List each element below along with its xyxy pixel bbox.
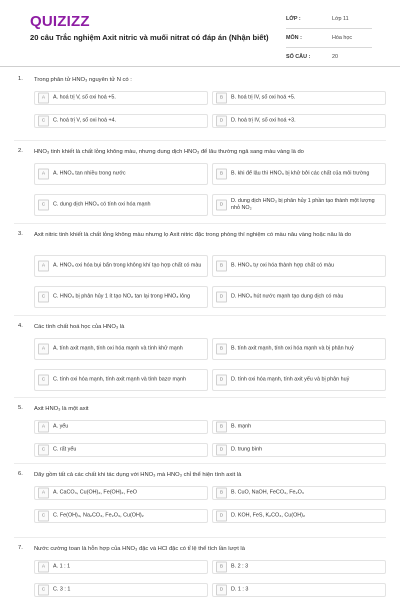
- answer-option-b[interactable]: [212, 560, 386, 574]
- option-letter-box: A: [38, 562, 49, 573]
- answer-option-c[interactable]: [34, 509, 208, 523]
- option-text: A. CaCO₃, Cu(OH)₂, Fe(OH)₂, FeO: [53, 489, 137, 496]
- option-letter-box: D: [216, 375, 227, 386]
- meta-row-subject: [286, 31, 372, 48]
- meta-value: Hóa học: [332, 35, 353, 41]
- option-letter-box: C: [38, 511, 49, 522]
- option-text: C. HNO₃ bị phân hủy 1 ít tạo NO₂ tan lại trong HNO₃ lỏng: [53, 293, 191, 300]
- answer-option-b[interactable]: [212, 420, 386, 434]
- option-letter-box: C: [38, 445, 49, 456]
- question-divider: [14, 140, 386, 141]
- option-letter-box: C: [38, 375, 49, 386]
- option-text: A. hoá trị V, số oxi hoá +5.: [53, 94, 116, 101]
- answer-option-d[interactable]: [212, 509, 386, 523]
- option-text: A. tính axit mạnh, tính oxi hóa mạnh và tính khử mạnh: [53, 345, 183, 352]
- option-text: A. yếu: [53, 423, 69, 430]
- answer-option-c[interactable]: [34, 114, 208, 128]
- meta-value: 20: [332, 54, 338, 60]
- option-letter-box: A: [38, 422, 49, 433]
- option-letter-box: A: [38, 169, 49, 180]
- question-text: Trong phân tử HNO₃ nguyên tử N có :: [34, 77, 132, 83]
- answer-option-d[interactable]: [212, 369, 386, 391]
- page-title: 20 câu Trắc nghiệm Axit nitric và muối nitrat có đáp án (Nhận biết): [30, 33, 269, 42]
- meta-label: SỐ CÂU :: [286, 54, 311, 60]
- answer-option-b[interactable]: [212, 486, 386, 500]
- option-letter-box: B: [216, 488, 227, 499]
- option-letter-box: B: [216, 562, 227, 573]
- answer-option-d[interactable]: [212, 114, 386, 128]
- option-text: B. tính axit mạnh, tính oxi hóa mạnh và bị phân huỷ: [231, 345, 354, 352]
- option-text: C. hoá trị V, số oxi hoá +4.: [53, 117, 117, 124]
- option-text: D. tính oxi hóa mạnh, tính axit yếu và bị phân huỷ: [231, 376, 350, 383]
- header-divider: [0, 66, 400, 67]
- answer-option-a[interactable]: [34, 560, 208, 574]
- option-text: C. rất yếu: [53, 446, 77, 453]
- option-text: D. trung bình: [231, 446, 263, 453]
- option-text: B. HNO₃ tự oxi hóa thành hợp chất có màu: [231, 262, 335, 269]
- answer-option-b[interactable]: [212, 91, 386, 105]
- option-text: D. dung dịch HNO₃ bị phân hủy 1 phần tạo thành một lượng nhỏ NO₂: [231, 197, 375, 211]
- option-text: A. 1 : 1: [53, 563, 71, 570]
- option-letter-box: A: [38, 344, 49, 355]
- option-text: D. 1 : 3: [231, 586, 249, 593]
- answer-option-d[interactable]: [212, 583, 386, 597]
- option-letter-box: B: [216, 93, 227, 104]
- answer-option-d[interactable]: [212, 286, 386, 308]
- answer-option-a[interactable]: [34, 163, 208, 185]
- option-letter-box: C: [38, 292, 49, 303]
- meta-label: MÔN :: [286, 35, 302, 41]
- question-divider: [14, 315, 386, 316]
- answer-option-c[interactable]: [34, 286, 208, 308]
- question-divider: [14, 463, 386, 464]
- answer-option-a[interactable]: [34, 338, 208, 360]
- meta-label: LỚP :: [286, 16, 301, 22]
- option-letter-box: D: [216, 116, 227, 127]
- option-letter-box: A: [38, 261, 49, 272]
- option-letter-box: D: [216, 511, 227, 522]
- meta-row-grade: [286, 12, 372, 29]
- option-text: D. HNO₃ hút nước mạnh tạo dung dịch có màu: [231, 293, 344, 300]
- question-text: HNO₃ tinh khiết là chất lỏng không màu, nhưng dung dịch HNO₃ để lâu thường ngả sang màu vàng là do: [34, 149, 304, 155]
- option-letter-box: C: [38, 585, 49, 596]
- option-text: B. hoá trị IV, số oxi hoá +5.: [231, 94, 296, 101]
- answer-option-c[interactable]: [34, 194, 208, 216]
- answer-option-d[interactable]: [212, 194, 386, 216]
- question-number: 5.: [18, 405, 23, 411]
- answer-option-c[interactable]: [34, 369, 208, 391]
- option-letter-box: C: [38, 200, 49, 211]
- quizizz-logo: QUIZIZZ: [30, 13, 90, 30]
- option-text: D. KOH, FeS, K₂CO₃, Cu(OH)₂: [231, 512, 306, 519]
- answer-option-b[interactable]: [212, 163, 386, 185]
- option-letter-box: D: [216, 292, 227, 303]
- option-letter-box: D: [216, 200, 227, 211]
- option-text: C. dung dịch HNO₃ có tính oxi hóa mạnh: [53, 201, 151, 208]
- answer-option-a[interactable]: [34, 486, 208, 500]
- answer-option-d[interactable]: [212, 443, 386, 457]
- question-text: Axit nitric tinh khiết là chất lỏng không màu nhưng lọ Axit nitric đặc trong phòng thí nghiệm có màu nâu vàng hoặc nâu là do: [34, 232, 352, 238]
- option-letter-box: B: [216, 261, 227, 272]
- option-letter-box: C: [38, 116, 49, 127]
- question-number: 6.: [18, 471, 23, 477]
- option-letter-box: B: [216, 169, 227, 180]
- question-divider: [14, 223, 386, 224]
- option-text: D. hoá trị IV, số oxi hoá +3.: [231, 117, 296, 124]
- option-text: C. tính oxi hóa mạnh, tính axit mạnh và tính bazơ mạnh: [53, 376, 186, 383]
- option-text: A. HNO₃ oxi hóa bụi bẩn trong không khí tạo hợp chất có màu: [53, 262, 202, 269]
- question-number: 3.: [18, 231, 23, 237]
- question-number: 1.: [18, 76, 23, 82]
- question-text: Axit HNO₃ là một axit: [34, 406, 89, 412]
- option-letter-box: D: [216, 445, 227, 456]
- option-text: B. 2 : 3: [231, 563, 249, 570]
- option-text: C. Fe(OH)₃, Na₂CO₃, Fe₂O₃, Cu(OH)₂: [53, 512, 144, 519]
- option-letter-box: B: [216, 422, 227, 433]
- meta-value: Lớp 11: [332, 16, 349, 22]
- answer-option-c[interactable]: [34, 443, 208, 457]
- option-letter-box: B: [216, 344, 227, 355]
- answer-option-b[interactable]: [212, 338, 386, 360]
- question-text: Nước cường toan là hỗn hợp của HNO₃ đặc và HCl đặc có tỉ lệ thể tích lần lượt là: [34, 546, 245, 552]
- question-text: Dãy gồm tất cả các chất khi tác dụng với HNO₃ mà HNO₃ chỉ thể hiện tính axit là: [34, 472, 242, 478]
- answer-option-b[interactable]: [212, 255, 386, 277]
- option-text: B. khi để lâu thì HNO₃ bị khử bởi các chất của môi trường: [231, 170, 370, 177]
- question-divider: [14, 537, 386, 538]
- answer-option-c[interactable]: [34, 583, 208, 597]
- question-number: 7.: [18, 545, 23, 551]
- answer-option-a[interactable]: [34, 420, 208, 434]
- answer-option-a[interactable]: [34, 91, 208, 105]
- option-text: A. HNO₃ tan nhiều trong nước: [53, 170, 126, 177]
- meta-row-count: [286, 50, 372, 67]
- question-text: Các tính chất hoá học của HNO₃ là: [34, 324, 125, 330]
- worksheet-header: [14, 0, 386, 66]
- question-number: 2.: [18, 148, 23, 154]
- option-text: C. 3 : 1: [53, 586, 71, 593]
- option-text: B. mạnh: [231, 423, 252, 430]
- question-number: 4.: [18, 323, 23, 329]
- option-letter-box: D: [216, 585, 227, 596]
- option-letter-box: A: [38, 93, 49, 104]
- option-text: B. CuO, NaOH, FeCO₃, Fe₂O₃: [231, 489, 304, 496]
- option-letter-box: A: [38, 488, 49, 499]
- answer-option-a[interactable]: [34, 255, 208, 277]
- meta-panel: [286, 12, 372, 69]
- question-divider: [14, 397, 386, 398]
